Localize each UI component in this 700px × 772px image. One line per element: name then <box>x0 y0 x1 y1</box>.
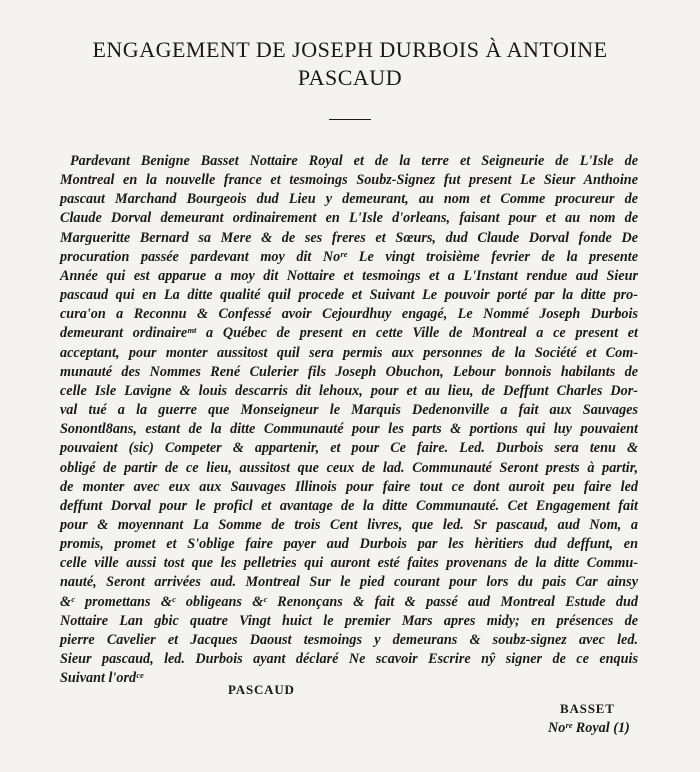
body-line: val tué a la guerre que Monseigneur le Marquis Dedenonville a fait aux Sauvages <box>60 402 638 419</box>
notary-title-rest: Royal (1) <box>572 720 630 736</box>
body-line: celle Isle Lavigne & louis descarris dit lehoux, pour et au lieu, de Deffunt Charles Dor- <box>60 382 638 399</box>
body-line: pouvaient (sic) Competer & appartenir, et pour Ce faire. Led. Durbois sera tenu & <box>60 440 638 457</box>
body-line: obligé de partir de ce lieu, aussitost que ceux de lad. Communauté Seront prests à partir, <box>60 459 638 476</box>
body-line: pascaud qui en La ditte qualité quil procede et Suivant Le pouvoir porté par la ditte pro- <box>60 287 638 304</box>
notary-abbrev: Noʳᵉ <box>548 720 573 736</box>
body-line: Sieur pascaud, led. Durbois ayant déclaré Ne scavoir Escrire nŷ signer de ce enquis <box>60 651 638 668</box>
body-line: munauté des Nommes René Culerier fils Joseph Obuchon, Lebour bonnois habilants de <box>60 363 638 380</box>
document-title: ENGAGEMENT DE JOSEPH DURBOIS À ANTOINE PASCAUD <box>92 37 608 90</box>
body-line: celle ville aussi tost que les pelletries qui auront esté faites provenans de la ditte Commu- <box>60 555 638 572</box>
signature-basset-title <box>548 720 630 737</box>
body-line: demeurant ordinaireᵐᵗ a Québec de present en cette Ville de Montreal a ce present et <box>60 325 638 342</box>
body-line: de monter avec eux aux Sauvages Illinois pour faire tout ce dont auroit peu faire led <box>60 478 638 495</box>
body-line: acceptant, pour monter aussitost quil sera permis aux personnes de la Société et Com- <box>60 344 638 361</box>
body-line: Sonontl8ans, estant de la ditte Communauté pour les parts & portions qui luy pouvaient <box>60 421 638 438</box>
body-line: pascaut Marchand Bourgeois dud Lieu y demeurant, au nom et Comme procureur de <box>60 191 638 208</box>
body-line: Suivant l'ordᶜᵉ <box>60 670 144 687</box>
title-divider <box>329 119 371 120</box>
signature-basset: BASSET <box>560 701 615 716</box>
body-line: Claude Dorval demeurant ordinairement en L'Isle d'orleans, faisant pour et au nom de <box>60 210 638 227</box>
body-line: Montreal en la nouvelle france et tesmoings Soubz-Signez fut present Le Sieur Anthoine <box>60 172 638 189</box>
body-line: procuration passée pardevant moy dit Noʳᵉ Le vingt troisième fevrier de la presente <box>60 248 638 265</box>
body-line: Année qui est apparue a moy dit Nottaire et tesmoings et a L'Instant rendue aud Sieur <box>60 267 638 284</box>
body-line: &ᶜ promettans &ᶜ obligeans &ᶜ Renonçans & fait & passé aud Montreal Estude dud <box>60 593 638 610</box>
body-line: pierre Cavelier et Jacques Daoust tesmoings y demeurans & soubz-signez avec led. <box>60 631 638 648</box>
signature-pascaud: PASCAUD <box>228 682 295 697</box>
body-line: cura'on a Reconnu & Confessé avoir Cejourdhuy engagé, Le Nommé Joseph Durbois <box>60 306 638 323</box>
body-line: Pardevant Benigne Basset Nottaire Royal et de la terre et Seigneurie de L'Isle de <box>70 153 638 169</box>
body-line: Nottaire Lan gbic quatre Vingt huict le premier Mars apres midy; en présences de <box>60 612 638 629</box>
body-line: pour & moyennant La Somme de trois Cent livres, que led. Sr pascaud, aud Nom, a <box>60 516 638 533</box>
body-paragraph <box>60 152 638 688</box>
body-line: promis, promet et S'oblige faire payer aud Durbois par les hèritiers dud deffunt, en <box>60 536 638 553</box>
body-line: deffunt Dorval pour le proficl et avantage de la ditte Communauté. Cet Engagement fait <box>60 497 638 514</box>
body-line: Margueritte Bernard sa Mere & de ses freres et Sœurs, dud Claude Dorval fonde De <box>60 229 638 246</box>
body-line: nauté, Seront arrivées aud. Montreal Sur le pied courant pour lors du pais Car ainsy <box>60 574 638 591</box>
